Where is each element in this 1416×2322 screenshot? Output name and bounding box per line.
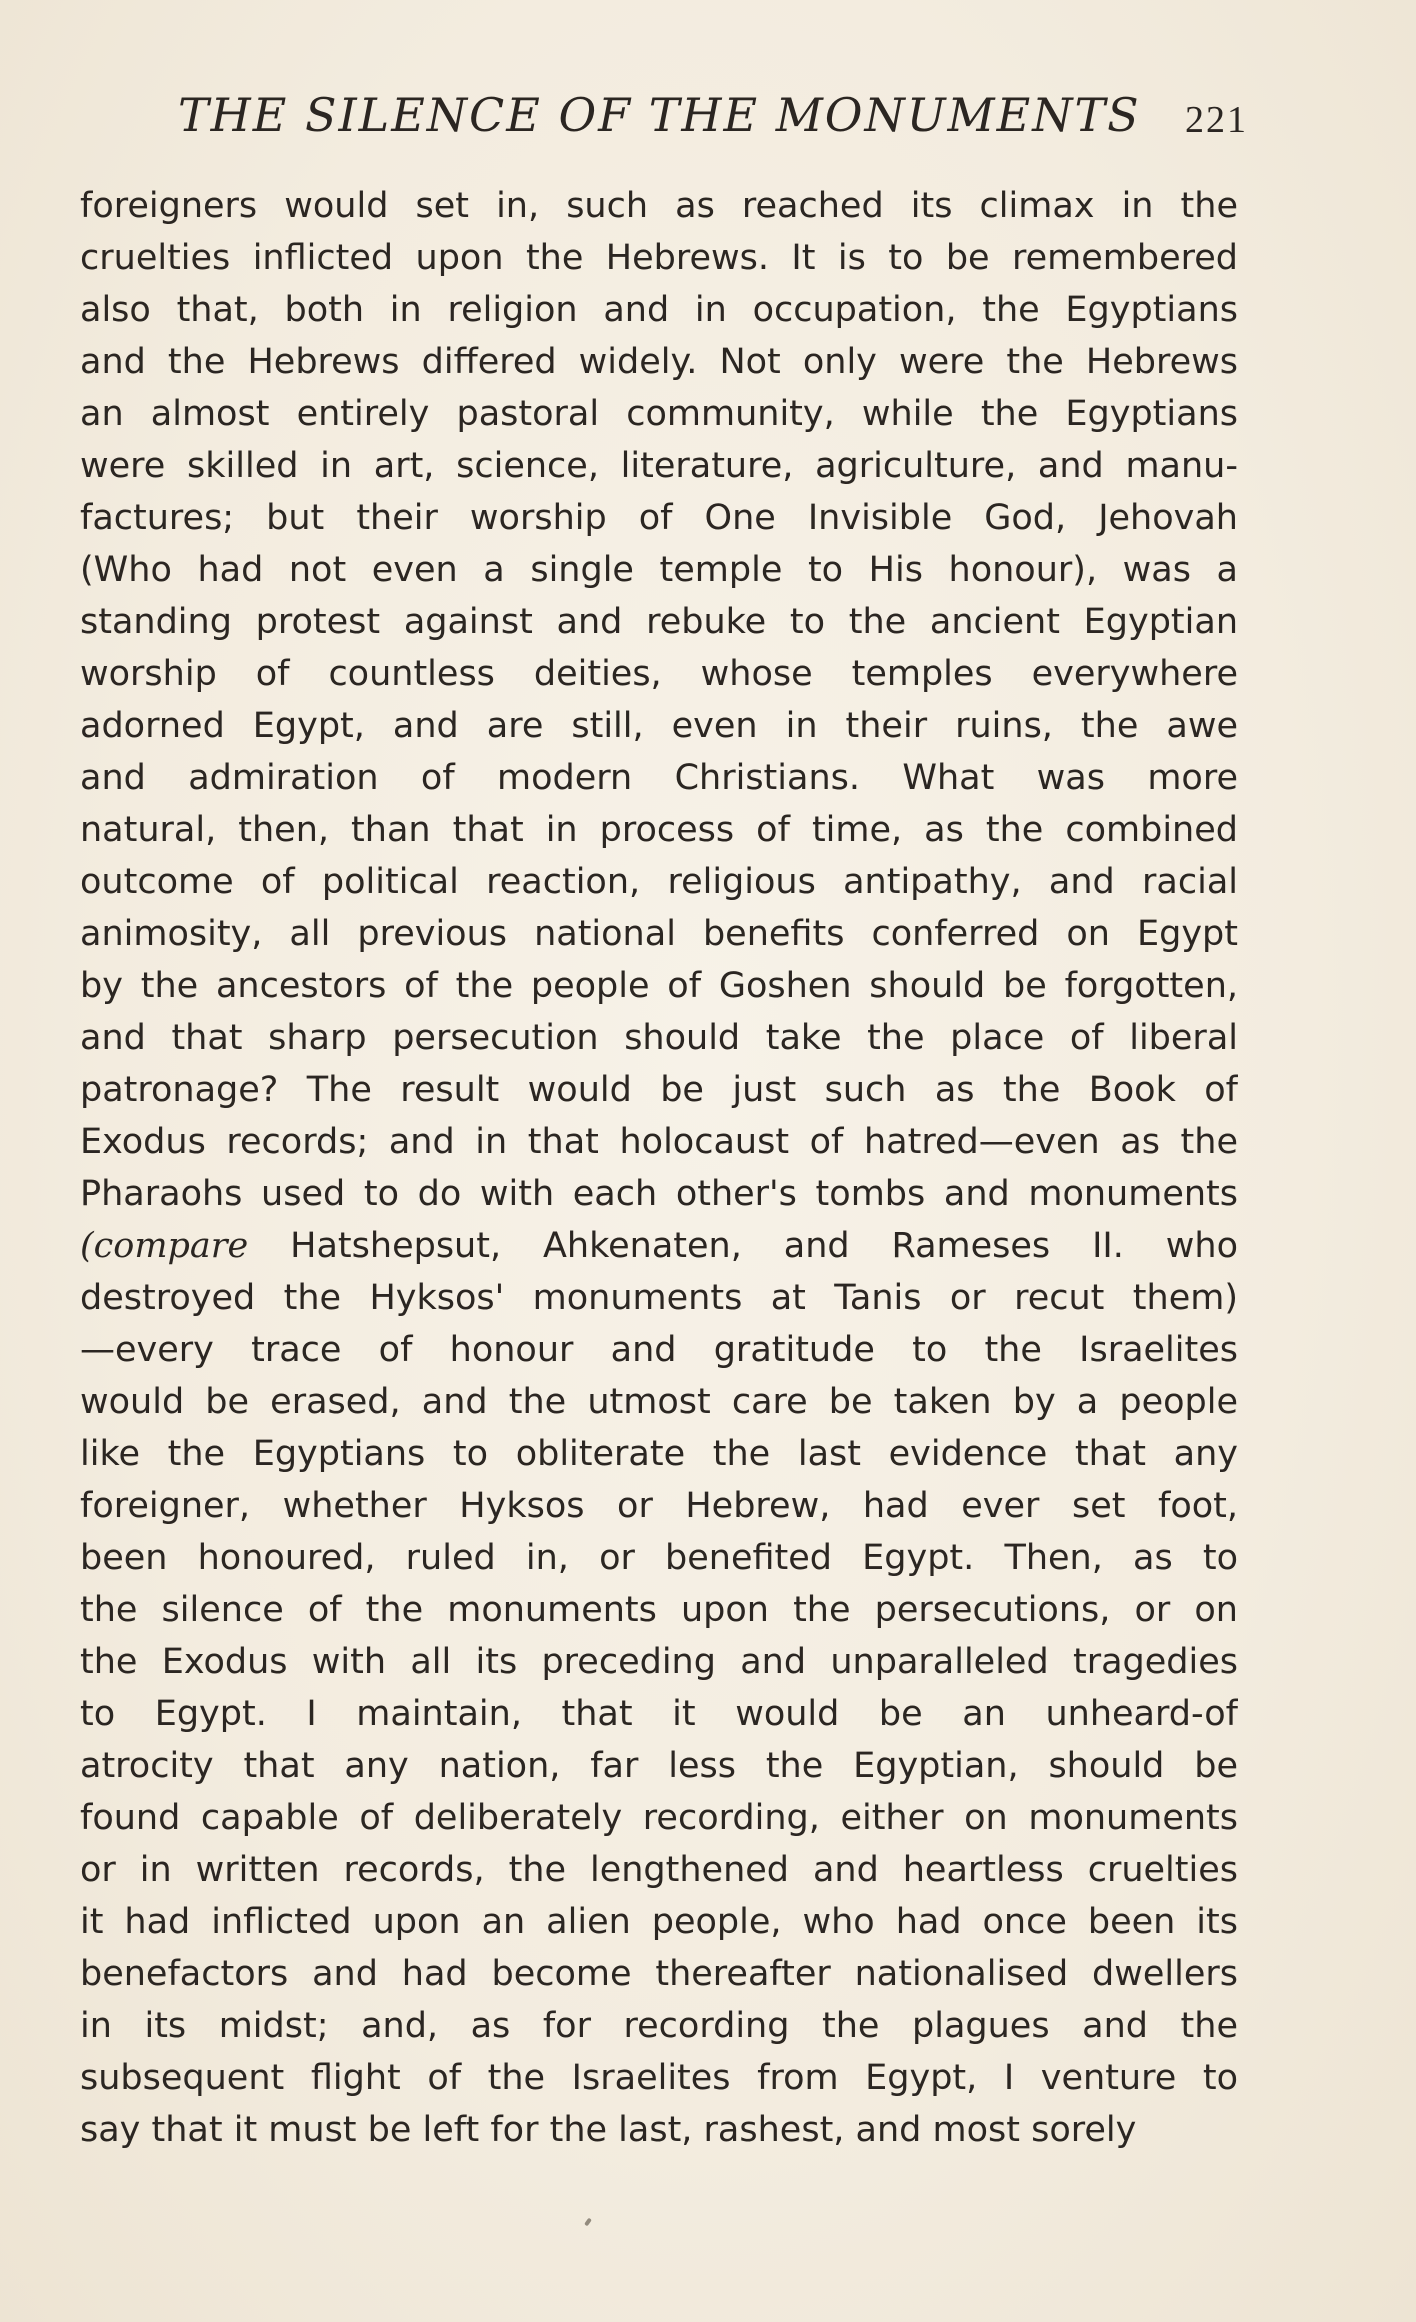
text-line: Exodus records; and in that holocaust of hatred—even as the: [80, 1122, 1238, 1162]
text-line: standing protest against and rebuke to the ancient Egyptian: [80, 602, 1238, 642]
italic-word-compare: (compare: [80, 1226, 249, 1266]
running-title: THE SILENCE OF THE MONUMENTS: [178, 88, 1141, 142]
text-line: subsequent flight of the Israelites from Egypt, I venture to: [80, 2058, 1238, 2098]
text-line: to Egypt. I maintain, that it would be an unheard-of: [80, 1694, 1238, 1734]
text-line: Pharaohs used to do with each other's tombs and monuments: [80, 1174, 1238, 1214]
text-line: like the Egyptians to obliterate the last evidence that any: [80, 1434, 1238, 1474]
text-line: patronage? The result would be just such as the Book of: [80, 1070, 1238, 1110]
text-line: by the ancestors of the people of Goshen should be forgotten,: [80, 966, 1238, 1006]
text-line: adorned Egypt, and are still, even in their ruins, the awe: [80, 706, 1238, 746]
text-line: and that sharp persecution should take the place of liberal: [80, 1018, 1238, 1058]
body-text: [80, 180, 1238, 2156]
running-head: [178, 88, 1248, 148]
page-number: 221: [1185, 99, 1248, 141]
text-line: would be erased, and the utmost care be taken by a people: [80, 1382, 1238, 1422]
text-line: factures; but their worship of One Invisible God, Jehovah: [80, 498, 1238, 538]
text-line: it had inflicted upon an alien people, who had once been its: [80, 1902, 1238, 1942]
text-line: found capable of deliberately recording, either on monuments: [80, 1798, 1238, 1838]
text-line: or in written records, the lengthened and heartless cruelties: [80, 1850, 1238, 1890]
text-line: —every trace of honour and gratitude to the Israelites: [80, 1330, 1238, 1370]
text-line: natural, then, than that in process of time, as the combined: [80, 810, 1238, 850]
text-line-remainder: Hatshepsut, Ahkenaten, and Rameses II. who: [290, 1226, 1238, 1266]
text-line: say that it must be left for the last, rashest, and most sorely: [80, 2110, 1137, 2150]
text-line: the Exodus with all its preceding and unparalleled tragedies: [80, 1642, 1238, 1682]
text-line: an almost entirely pastoral community, while the Egyptians: [80, 394, 1238, 434]
paper-speck: [584, 2218, 592, 2227]
text-line: destroyed the Hyksos' monuments at Tanis or recut them): [80, 1278, 1238, 1318]
text-line: been honoured, ruled in, or benefited Egypt. Then, as to: [80, 1538, 1238, 1578]
text-line: benefactors and had become thereafter nationalised dwellers: [80, 1954, 1238, 1994]
text-line: atrocity that any nation, far less the Egyptian, should be: [80, 1746, 1238, 1786]
text-line: and admiration of modern Christians. What was more: [80, 758, 1238, 798]
text-line: and the Hebrews differed widely. Not only were the Hebrews: [80, 342, 1238, 382]
text-line: outcome of political reaction, religious antipathy, and racial: [80, 862, 1238, 902]
text-line: were skilled in art, science, literature, agriculture, and manu-: [80, 446, 1238, 486]
text-line: foreigners would set in, such as reached its climax in the: [80, 186, 1238, 226]
text-line: in its midst; and, as for recording the plagues and the: [80, 2006, 1238, 2046]
text-line: (Who had not even a single temple to His honour), was a: [80, 550, 1238, 590]
text-line: the silence of the monuments upon the persecutions, or on: [80, 1590, 1238, 1630]
text-line: cruelties inflicted upon the Hebrews. It is to be remembered: [80, 238, 1238, 278]
text-line: worship of countless deities, whose temples everywhere: [80, 654, 1238, 694]
text-line: animosity, all previous national benefits conferred on Egypt: [80, 914, 1238, 954]
text-line: foreigner, whether Hyksos or Hebrew, had ever set foot,: [80, 1486, 1238, 1526]
text-line-with-italic: [80, 1220, 1238, 1272]
text-line: also that, both in religion and in occupation, the Egyptians: [80, 290, 1238, 330]
